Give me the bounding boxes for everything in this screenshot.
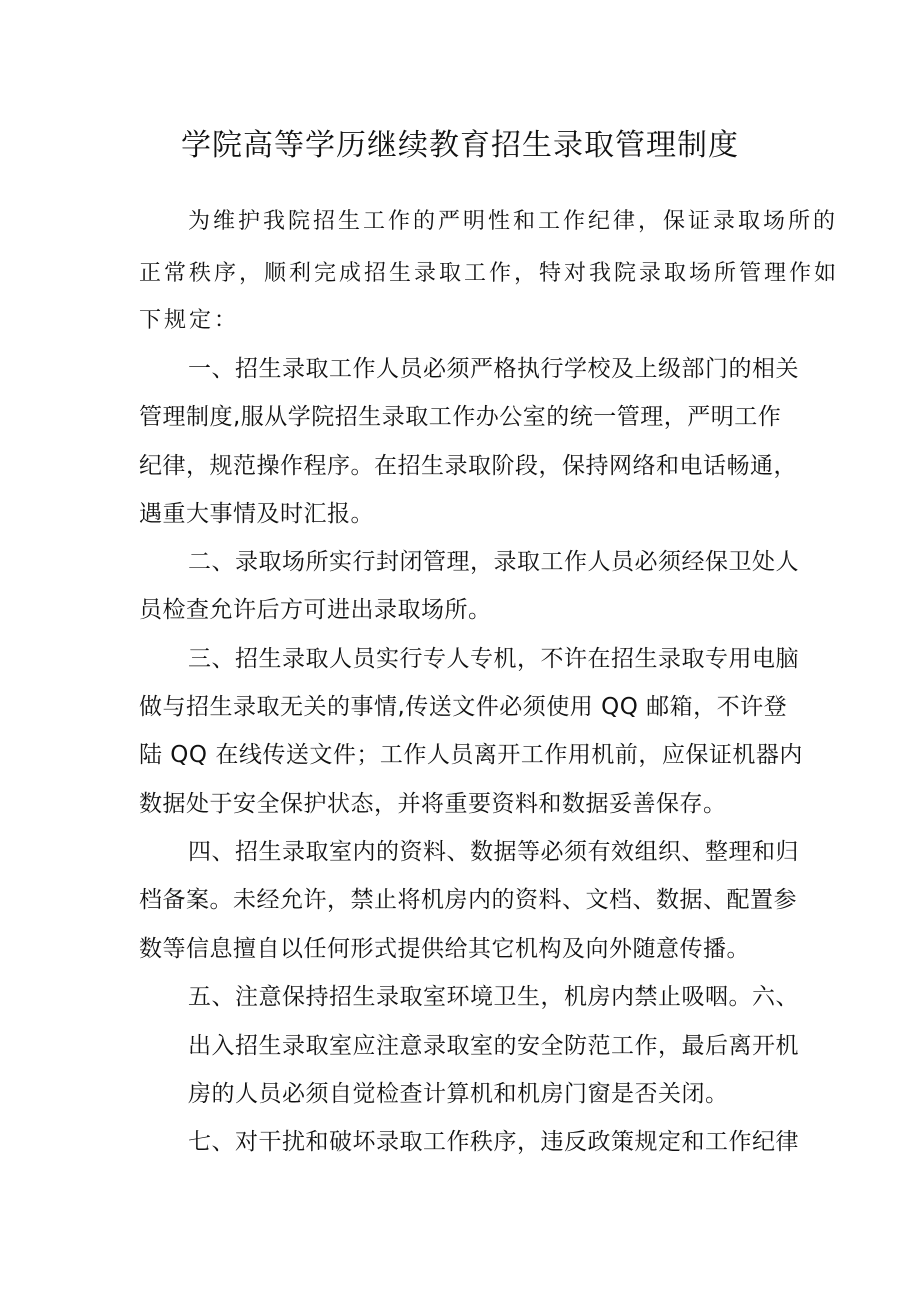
section-7-line: 七、对干扰和破坏录取工作秩序，违反政策规定和工作纪律 [188, 1129, 799, 1155]
intro-line: 下规定： [139, 308, 240, 333]
section-2-line: 二、录取场所实行封闭管理，录取工作人员必须经保卫处人 [188, 549, 799, 575]
section-1-line: 遇重大事情及时汇报。 [139, 501, 374, 527]
section-4-line: 四、招生录取室内的资料、数据等必须有效组织、整理和归 [188, 839, 799, 865]
document-title: 学院高等学历继续教育招生录取管理制度 [181, 128, 739, 163]
section-5-line: 出入招生录取室应注意录取室的安全防范工作，最后离开机 [188, 1033, 799, 1059]
section-4-line: 数等信息擅自以任何形式提供给其它机构及向外随意传播。 [139, 936, 750, 962]
section-5-line: 房的人员必须自觉检查计算机和机房门窗是否关闭。 [188, 1081, 729, 1107]
section-3-line: 三、招生录取人员实行专人专机，不许在招生录取专用电脑 [188, 646, 799, 672]
intro-line: 为维护我院招生工作的严明性和工作纪律，保证录取场所的 [188, 209, 839, 234]
section-2-line: 员检查允许后方可进出录取场所。 [139, 597, 492, 623]
section-3-line: 数据处于安全保护状态，并将重要资料和数据妥善保存。 [139, 791, 727, 817]
intro-line: 正常秩序，顺利完成招生录取工作，特对我院录取场所管理作如 [139, 261, 840, 286]
section-3-line: 陆 QQ 在线传送文件；工作人员离开工作用机前，应保证机器内 [139, 742, 803, 768]
section-1-line: 纪律，规范操作程序。在招生录取阶段，保持网络和电话畅通， [139, 453, 797, 479]
section-3-line: 做与招生录取无关的事情,传送文件必须使用 QQ 邮箱，不许登 [139, 694, 788, 720]
section-5-line: 五、注意保持招生录取室环境卫生，机房内禁止吸咽。六、 [188, 984, 799, 1010]
section-1-line: 管理制度,服从学院招生录取工作办公室的统一管理，严明工作 [139, 404, 782, 430]
section-4-line: 档备案。未经允许，禁止将机房内的资料、文档、数据、配置参 [139, 887, 797, 913]
section-1-line: 一、招生录取工作人员必须严格执行学校及上级部门的相关 [188, 356, 799, 382]
